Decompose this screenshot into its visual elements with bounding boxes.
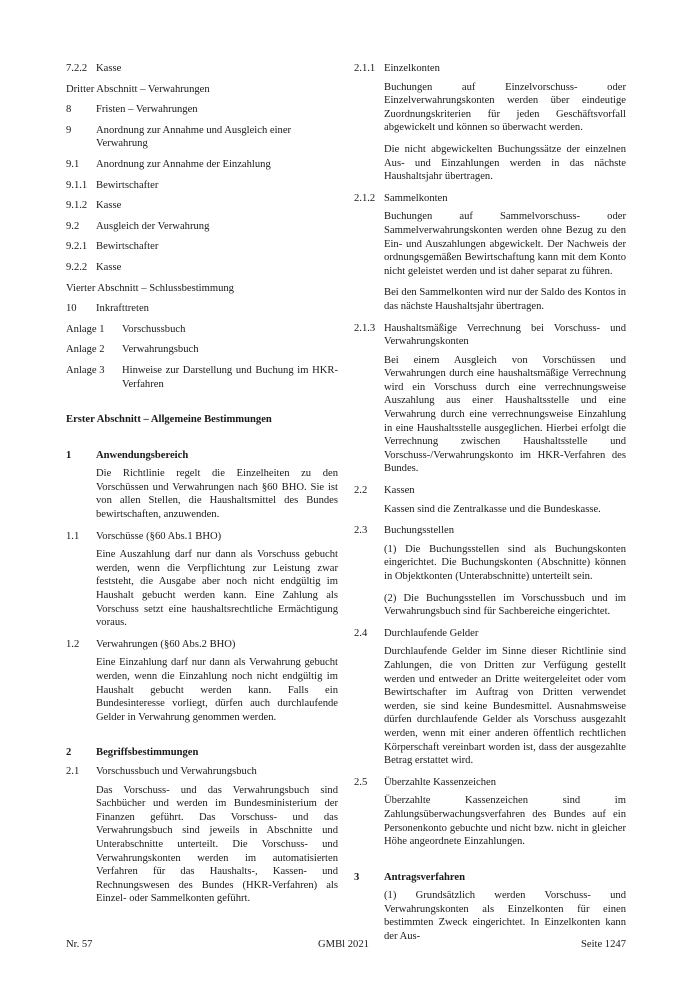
toc-item: 9.1.2 Kasse [66,200,122,212]
heading-2-2: 2.2 Kassen [354,485,415,497]
annex-item: Anlage 2 Verwahrungsbuch [66,344,199,356]
toc-item: 8 Fristen – Verwahrungen [66,104,198,116]
heading-2-1-2: 2.1.2 Sammelkonten [354,192,448,204]
paragraph: Bei den Sammelkonten wird nur der Saldo des Kontos in das nächste Haushaltsjahr übertragen. [384,287,626,312]
toc-part-heading: Vierter Abschnitt – Schlussbestimmung [66,282,234,294]
heading-2-3: 2.3 Buchungsstellen [354,525,455,537]
toc-item: 9 Anordnung zur Annahme und Ausgleich einer Verwahrung [66,124,292,150]
right-column [354,62,626,952]
toc-item: 9.2.1 Bewirtschafter [66,241,159,253]
paragraph: Buchungen auf Einzelvorschuss- oder Einzelverwahrungskonten werden über eindeutige Zuordnungskriterien für jeden Geschäftsvorfall abgewickelt und können so überwacht werden. [384,81,626,134]
paragraph: (2) Die Buchungsstellen im Vorschussbuch und im Verwahrungsbuch sind für Sachbereiche eingerichtet. [384,592,626,618]
heading-2-1-1: 2.1.1 Einzelkonten [354,63,440,74]
paragraph: (1) Grundsätzlich werden Vorschuss- und Verwahrungskonten als Einzelkonten für einen bestimmten Zweck eingerichtet. In Einzelkonten kann der Aus- [384,890,626,943]
toc-part-heading: Dritter Abschnitt – Verwahrungen [66,83,210,95]
annex-item: Anlage 3 Hinweise zur Darstellung und Buchung im HKR-Verfahren [66,364,338,390]
heading-2-1-3: 2.1.3 Haushaltsmäßige Verrechnung bei Vorschuss- und Verwahrungskonten [354,322,626,348]
heading-1: 1 Anwendungsbereich [66,449,189,461]
section-title: Erster Abschnitt – Allgemeine Bestimmungen [66,414,272,426]
toc-item: 9.2.2 Kasse [66,261,122,273]
toc-item: 9.2 Ausgleich der Verwahrung [66,220,210,232]
heading-2-1: 2.1 Vorschussbuch und Verwahrungsbuch [66,765,257,777]
footer-page-number: Seite 1247 [580,939,626,950]
paragraph: Eine Auszahlung darf nur dann als Vorschuss gebucht werden, wenn die Verpflichtung zur Leistung zwar feststeht, die Ausgabe aber noch nicht endgültig im Haushalt gebucht werden kann. Eine Zahlung als Vorschuss setzt eine haushaltsrechtliche Ermächtigung voraus. [96,549,338,629]
heading-2: 2 Begriffsbestimmungen [66,747,199,759]
heading-3: 3 Antragsverfahren [354,871,466,883]
footer-issue-number: Nr. 57 [66,939,93,950]
paragraph: Die Richtlinie regelt die Einzelheiten zu den Vorschüssen und Verwahrungen nach §60 BHO. Sie ist von allen Stellen, die Haushaltsmittel des Bundes bewirtschaften, anzuwenden. [96,468,338,521]
paragraph: Überzahlte Kassenzeichen sind im Zahlungsüberwachungsverfahren des Bundes auf ein Personenkonto gebuchte und nicht bzw. nicht in gleicher Höhe angeordnete Einzahlungen. [384,795,626,848]
heading-1-1: 1.1 Vorschüsse (§60 Abs.1 BHO) [66,530,222,542]
heading-2-5: 2.5 Überzahlte Kassenzeichen [354,776,497,788]
heading-2-4: 2.4 Durchlaufende Gelder [354,627,479,639]
paragraph: Bei einem Ausgleich von Vorschüssen und Verwahrungen durch eine haushaltsmäßige Verrechnung wird ein Vorschuss durch eine verrechnungsweise Auszahlung aus einer Haushaltsstelle und eine Verwahrung durch eine verrechnungsweise Einzahlung in eine Haushaltsstelle ausgeglichen. Hierbei erfolgt die Verrechnung zwischen Haushaltsstelle und Vorschuss-/Verwahrungskonto im HKR-Verfahren des Bundes. [384,354,626,475]
toc-item: 9.1.1 Bewirtschafter [66,179,159,191]
paragraph: Eine Einzahlung darf nur dann als Verwahrung gebucht werden, wenn die Einzahlung noch nicht endgültig im Haushalt gebucht werden kann. Falls ein Bundesinteresse vorliegt, dürfen auch durchlaufende Gelder in Verwahrung genommen werden. [96,657,338,723]
heading-1-2: 1.2 Verwahrungen (§60 Abs.2 BHO) [66,638,236,650]
paragraph: Durchlaufende Gelder im Sinne dieser Richtlinie sind Zahlungen, die von Dritten zur Verfügung gestellt werden und entweder an Dritte weitergeleitet oder vom Bewirtschafter im Auftrag von Dritten verwendet werden, sie sind keine Bundesmittel. Ausnahmsweise dürfen durchlaufende Gelder als Vorschuss ausgezahlt werden, wenn mit einer anderen öffentlich rechtlichen Körperschaft vereinbart worden ist, dass der ausgezahlte Betrag erstattet wird. [384,646,626,767]
footer-publication: GMBl 2021 [318,939,369,950]
toc-item: 10 Inkrafttreten [66,303,149,315]
annex-item: Anlage 1 Vorschussbuch [66,323,186,335]
paragraph: Buchungen auf Sammelvorschuss- oder Sammelverwahrungskonten werden ohne Bezug zu den Ein- und Auszahlungen abgewickelt. Der Nachweis der ordnungsgemäßen Bewirtschaftung kann mit dem Konto nicht geleistet werden und ist daher separat zu führen. [384,211,626,277]
paragraph: Kassen sind die Zentralkasse und die Bundeskasse. [384,503,601,515]
paragraph: Das Vorschuss- und das Verwahrungsbuch sind Sachbücher und werden im Bundesministerium der Finanzen geführt. Das Vorschuss- und das Verwahrungsbuch sind jeweils in Abschnitte und Unterabschnitte unterteilt. Die Vorschuss- und Verwahrungskonten werden im automatisierten Verfahren für das Haushalts-, Kassen- und Rechnungswesen des Bundes (HKR-Verfahren) als Einzel- oder Sammelkonten geführt. [96,784,338,905]
toc-item: 9.1 Anordnung zur Annahme der Einzahlung [66,158,271,170]
paragraph: (1) Die Buchungsstellen sind als Buchungskonten eingerichtet. Die Buchungskonten (Abschnitte) können in Objektkonten (Unterabschnitte) unterteilt sein. [384,543,626,582]
toc-item: 7.2.2 Kasse [66,63,122,74]
left-column [66,62,338,914]
paragraph: Die nicht abgewickelten Buchungssätze der einzelnen Aus- und Einzahlungen werden in das nächste Haushaltsjahr übertragen. [384,143,626,183]
